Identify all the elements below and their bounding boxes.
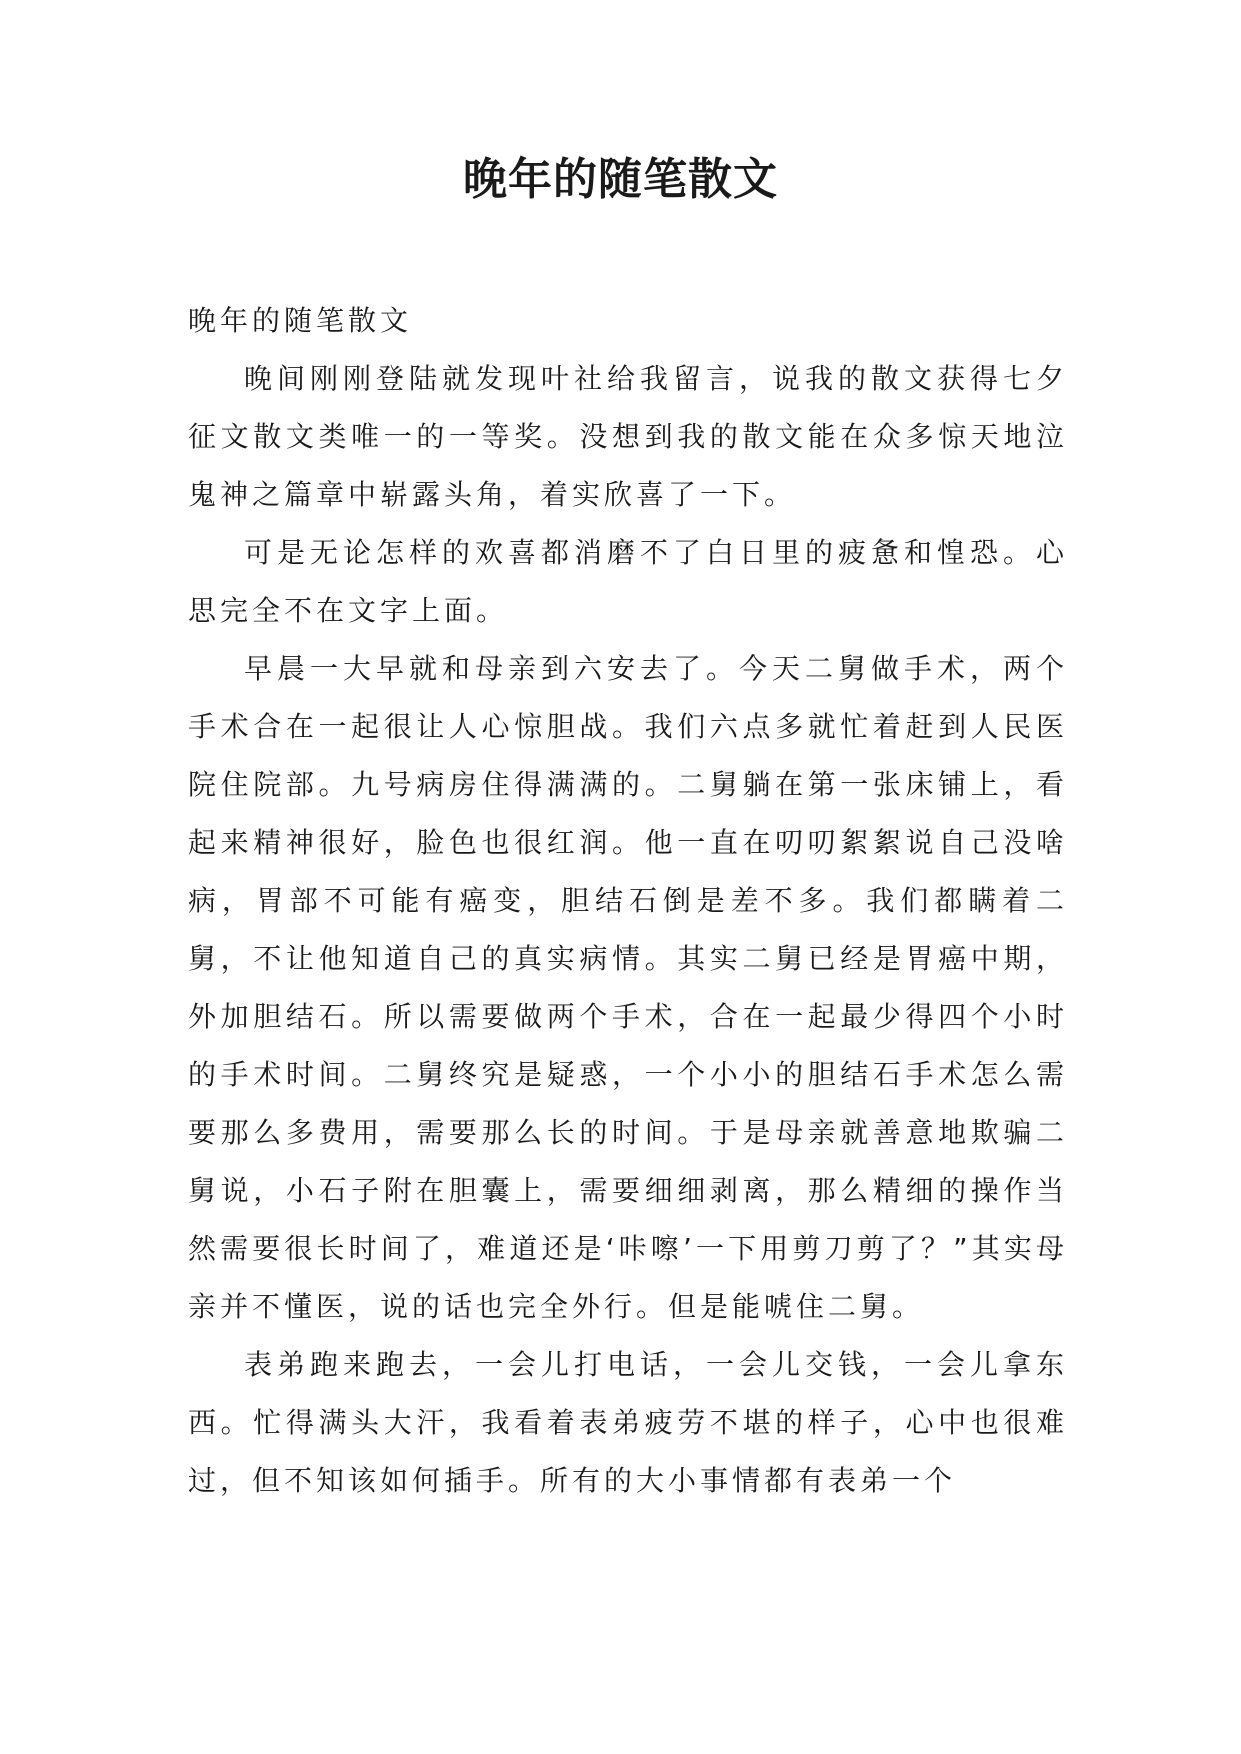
paragraph-1: 晚间刚刚登陆就发现叶社给我留言，说我的散文获得七夕征文散文类唯一的一等奖。没想到我的散文能在众多惊天地泣鬼神之篇章中崭露头角，着实欣喜了一下。	[188, 362, 1068, 511]
paragraph-2: 可是无论怎样的欢喜都消磨不了白日里的疲惫和惶恐。心思完全不在文字上面。	[188, 536, 1068, 627]
document-title: 晚年的随笔散文	[463, 154, 778, 205]
document-body	[188, 292, 1068, 1510]
paragraph-4: 表弟跑来跑去，一会儿打电话，一会儿交钱，一会儿拿东西。忙得满头大汗，我看着表弟疲劳不堪的样子，心中也很难过，但不知该如何插手。所有的大小事情都有表弟一个	[188, 1348, 1068, 1497]
paragraph-3: 早晨一大早就和母亲到六安去了。今天二舅做手术，两个手术合在一起很让人心惊胆战。我们六点多就忙着赶到人民医院住院部。九号病房住得满满的。二舅躺在第一张床铺上，看起来精神很好，脸色也很红润。他一直在叨叨絮絮说自己没啥病，胃部不可能有癌变，胆结石倒是差不多。我们都瞒着二舅，不让他知道自己的真实病情。其实二舅已经是胃癌中期，外加胆结石。所以需要做两个手术，合在一起最少得四个小时的手术时间。二舅终究是疑惑，一个小小的胆结石手术怎么需要那么多费用，需要那么长的时间。于是母亲就善意地欺骗二舅说，小石子附在胆囊上，需要细细剥离，那么精细的操作当然需要很长时间了，难道还是‘咔嚓’一下用剪刀剪了？”其实母亲并不懂医，说的话也完全外行。但是能唬住二舅。	[188, 652, 1068, 1323]
document-subtitle: 晚年的随笔散文	[188, 304, 413, 337]
